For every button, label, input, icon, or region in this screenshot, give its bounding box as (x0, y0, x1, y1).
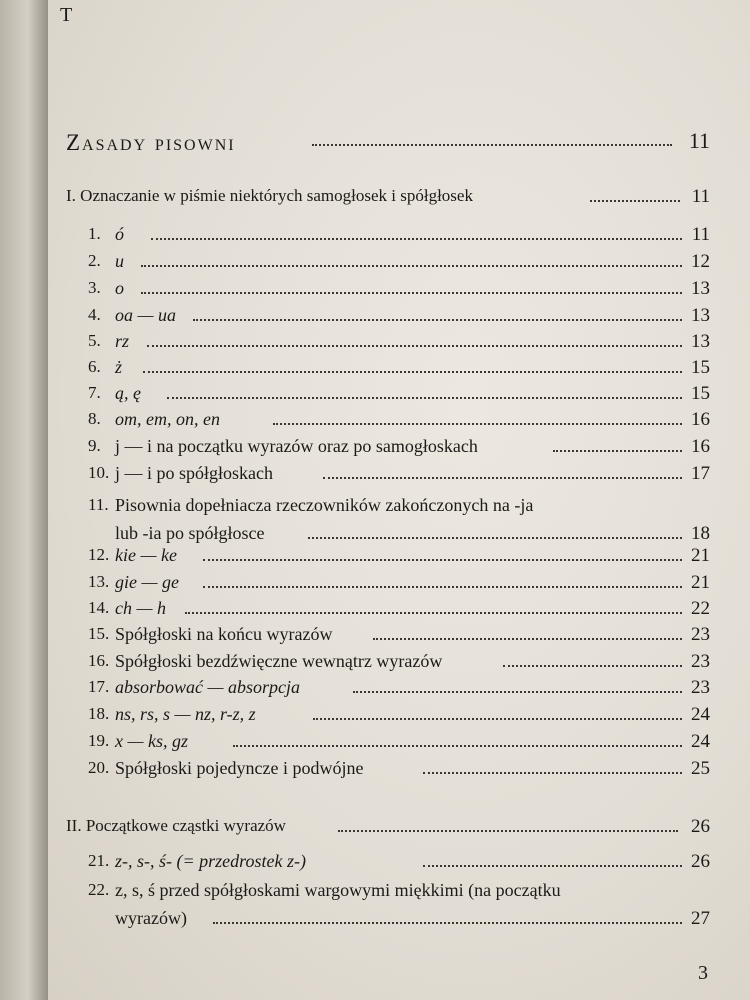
item-page: 12 (691, 251, 710, 272)
item-page: 25 (691, 758, 710, 779)
item-page: 13 (691, 305, 710, 326)
item-number: 2. (88, 251, 101, 270)
item-number: 20. (88, 758, 110, 777)
item-page: 13 (691, 278, 710, 299)
toc-section (0, 186, 750, 214)
dot-leader (338, 826, 678, 832)
item-title: Pisownia dopełniacza rzeczowników zakończonych na -ja (115, 495, 534, 515)
toc-item (0, 851, 750, 879)
dot-leader (373, 634, 682, 640)
toc-item (0, 598, 750, 626)
toc-item (0, 731, 750, 759)
dot-leader (423, 768, 682, 774)
dot-leader (312, 140, 672, 146)
chapter-title: Zasady pisowni (66, 130, 236, 155)
item-page: 24 (691, 704, 710, 725)
item-title: Spółgłoski na końcu wyrazów (115, 624, 333, 644)
dot-leader (167, 393, 682, 399)
item-title: j — i na początku wyrazów oraz po samogłoskach (115, 436, 478, 456)
item-page: 16 (691, 436, 710, 457)
section-page: 26 (691, 816, 710, 837)
section-label: II. Początkowe cząstki wyrazów (66, 816, 286, 835)
item-title: Spółgłoski pojedyncze i podwójne (115, 758, 364, 778)
item-title: ą, ę (115, 383, 141, 403)
item-page: 26 (691, 851, 710, 872)
item-number: 3. (88, 278, 101, 297)
item-number: 1. (88, 224, 101, 243)
toc-item (0, 624, 750, 652)
toc-item (0, 545, 750, 573)
toc-item (0, 383, 750, 411)
section-label: I. Oznaczanie w piśmie niektórych samogłosek i spółgłosek (66, 186, 473, 205)
toc-item (0, 305, 750, 333)
item-title: u (115, 251, 124, 271)
toc-item (0, 758, 750, 786)
item-page: 15 (691, 357, 710, 378)
item-page: 22 (691, 598, 710, 619)
item-title: ż (115, 357, 123, 377)
dot-leader (141, 261, 682, 267)
item-title: oa — ua (115, 305, 177, 325)
item-number: 5. (88, 331, 101, 350)
item-title: om, em, on, en (115, 409, 220, 429)
toc-item (0, 357, 750, 385)
item-title: x — ks, gz (115, 731, 188, 751)
toc-item (0, 463, 750, 491)
running-head: T (60, 4, 73, 26)
item-number: 19. (88, 731, 110, 750)
toc-item (0, 677, 750, 705)
dot-leader (308, 533, 682, 539)
item-title: kie — ke (115, 545, 177, 565)
item-number: 8. (88, 409, 101, 428)
item-title: Spółgłoski bezdźwięczne wewnątrz wyrazów (115, 651, 443, 671)
item-number: 17. (88, 677, 110, 696)
dot-leader (233, 741, 682, 747)
dot-leader (553, 446, 682, 452)
item-page: 17 (691, 463, 710, 484)
item-title: ó (115, 224, 124, 244)
item-title: j — i po spółgłoskach (115, 463, 273, 483)
item-number: 4. (88, 305, 101, 324)
item-title: z, s, ś przed spółgłoskami wargowymi miękkimi (na początku (115, 880, 561, 900)
toc-item (0, 278, 750, 306)
toc-item (0, 224, 750, 252)
toc-item (0, 331, 750, 359)
item-number: 22. (88, 880, 110, 899)
dot-leader (590, 196, 680, 202)
dot-leader (151, 234, 682, 240)
item-number: 12. (88, 545, 110, 564)
item-page: 24 (691, 731, 710, 752)
item-number: 18. (88, 704, 110, 723)
item-title-continued: wyrazów) (115, 908, 187, 928)
dot-leader (313, 714, 682, 720)
item-page: 21 (691, 545, 710, 566)
page-number: 3 (698, 962, 708, 984)
item-title: rz (115, 331, 130, 351)
dot-leader (203, 555, 682, 561)
toc-item (0, 495, 750, 544)
item-number: 7. (88, 383, 101, 402)
dot-leader (273, 419, 682, 425)
dot-leader (503, 661, 682, 667)
item-page: 23 (691, 624, 710, 645)
toc-item (0, 572, 750, 600)
item-page: 27 (691, 908, 710, 929)
item-number: 11. (88, 495, 109, 514)
item-page: 15 (691, 383, 710, 404)
chapter-page: 11 (688, 128, 710, 153)
item-page: 11 (691, 224, 710, 245)
item-page: 16 (691, 409, 710, 430)
section-page: 11 (691, 186, 710, 207)
toc-item (0, 651, 750, 679)
dot-leader (143, 367, 682, 373)
item-number: 6. (88, 357, 101, 376)
item-page: 13 (691, 331, 710, 352)
item-number: 9. (88, 436, 101, 455)
item-number: 13. (88, 572, 110, 591)
dot-leader (147, 341, 682, 347)
item-number: 14. (88, 598, 110, 617)
item-title: z-, s-, ś- (= przedrostek z-) (115, 851, 306, 871)
dot-leader (141, 288, 682, 294)
toc-item (0, 436, 750, 464)
dot-leader (185, 608, 682, 614)
item-title: ns, rs, s — nz, r-z, z (115, 704, 256, 724)
item-page: 23 (691, 677, 710, 698)
item-title-continued: lub -ia po spółgłosce (115, 523, 265, 543)
item-title: ch — h (115, 598, 166, 618)
item-number: 16. (88, 651, 110, 670)
dot-leader (193, 315, 682, 321)
dot-leader (323, 473, 682, 479)
item-title: o (115, 278, 124, 298)
item-title: gie — ge (115, 572, 179, 592)
dot-leader (213, 918, 682, 924)
dot-leader (353, 687, 682, 693)
dot-leader (203, 582, 682, 588)
dot-leader (423, 861, 682, 867)
toc-item (0, 251, 750, 279)
item-page: 23 (691, 651, 710, 672)
toc-item (0, 409, 750, 437)
item-number: 15. (88, 624, 110, 643)
item-number: 10. (88, 463, 110, 482)
item-title: absorbować — absorpcja (115, 677, 301, 697)
toc-item (0, 704, 750, 732)
item-page: 18 (691, 523, 710, 544)
item-number: 21. (88, 851, 110, 870)
toc-item (0, 880, 750, 929)
toc-section (0, 816, 750, 844)
item-page: 21 (691, 572, 710, 593)
